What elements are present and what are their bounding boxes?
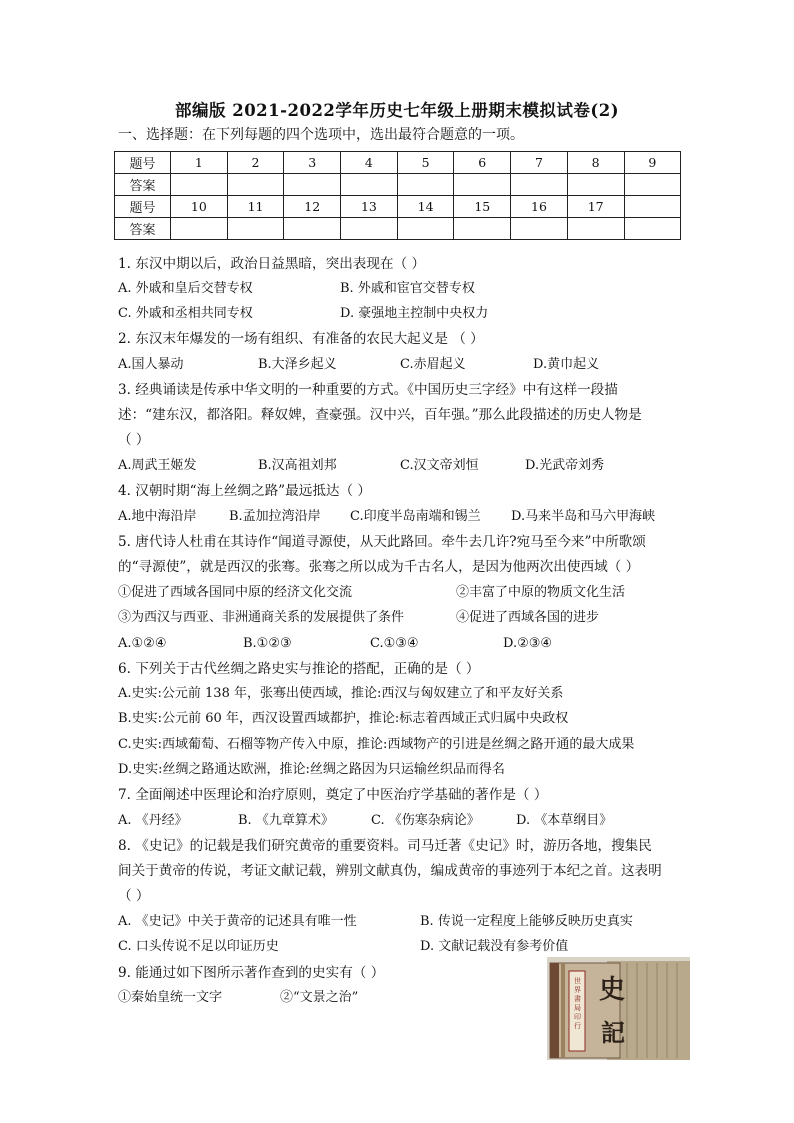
question-stem: 7. 全面阐述中医理论和治疗原则，奠定了中医治疗学基础的著作是（ ） bbox=[118, 787, 548, 803]
question-number bbox=[624, 196, 681, 218]
answer-cell[interactable] bbox=[397, 174, 454, 196]
answer-grid bbox=[114, 151, 681, 240]
option-c[interactable]: C.汉文帝刘恒 bbox=[400, 458, 479, 473]
answer-cell[interactable] bbox=[227, 174, 284, 196]
option-row bbox=[118, 634, 688, 654]
question-stem: 8. 《史记》的记载是我们研究黄帝的重要资料。司马迁著《史记》时，游历各地，搜集民 bbox=[118, 838, 652, 854]
option-b[interactable]: B.史实:公元前 60 年，西汉设置西域都护，推论:标志着西域正式归属中央政权 bbox=[118, 711, 569, 726]
option-row bbox=[118, 304, 688, 324]
option-d[interactable]: D.史实:丝绸之路通达欧洲，推论:丝绸之路因为只运输丝织品而得名 bbox=[118, 762, 505, 777]
question-stem: 5. 唐代诗人杜甫在其诗作“闻道寻源使，从天此路回。牵牛去几许?宛马至今来”中所歌颂 bbox=[118, 534, 646, 550]
option-a[interactable]: A.①②④ bbox=[118, 636, 167, 651]
question-number: 11 bbox=[227, 196, 284, 218]
option-d[interactable]: D. 文献记载没有参考价值 bbox=[420, 939, 569, 954]
option-c[interactable]: C.史实:西域葡萄、石榴等物产传入中原，推论:西域物产的引进是丝绸之路开通的最大成果 bbox=[118, 737, 635, 752]
book-title-top: 史 bbox=[599, 975, 626, 1005]
question-stem: （ ） bbox=[118, 888, 150, 904]
answer-cell[interactable] bbox=[171, 174, 228, 196]
row-label-answer: 答案 bbox=[115, 174, 171, 196]
option-d[interactable]: D.黄巾起义 bbox=[533, 357, 600, 372]
option-a[interactable]: A.史实:公元前 138 年，张骞出使西域，推论:西汉与匈奴建立了和平友好关系 bbox=[118, 686, 564, 701]
option-a[interactable]: A.国人暴动 bbox=[118, 357, 184, 372]
question-number: 10 bbox=[171, 196, 228, 218]
row-label-question: 题号 bbox=[115, 196, 171, 218]
option-row bbox=[118, 279, 688, 299]
option-b[interactable]: B.大泽乡起义 bbox=[258, 357, 337, 372]
answer-cell[interactable] bbox=[454, 218, 511, 240]
statement-row bbox=[118, 583, 688, 603]
shiji-book-photo bbox=[547, 957, 690, 1060]
question-stem: 3. 经典诵读是传承中华文明的一种重要的方式。《中国历史三字经》中有这样一段描 bbox=[118, 382, 618, 398]
question-stem: 2. 东汉末年爆发的一场有组织、有准备的农民大起义是 （ ） bbox=[118, 331, 484, 347]
question-stem: （ ） bbox=[118, 432, 150, 448]
answer-cell[interactable] bbox=[454, 174, 511, 196]
row-label-question: 题号 bbox=[115, 152, 171, 174]
question-stem: 述：“建东汉，都洛阳。释奴婢，查豪强。汉中兴，百年强。”那么此段描述的历史人物是 bbox=[118, 407, 642, 423]
option-c[interactable]: C. 外戚和丞相共同专权 bbox=[118, 306, 253, 321]
question-number: 4 bbox=[341, 152, 398, 174]
table-row bbox=[115, 174, 681, 196]
question-stem: 的“寻源使”，就是西汉的张骞。张骞之所以成为千古名人，是因为他两次出使西域（ ） bbox=[118, 559, 640, 575]
question-number: 15 bbox=[454, 196, 511, 218]
question-stem: 间关于黄帝的传说，考证文献记载，辨别文献真伪，编成黄帝的事迹列于本纪之首。这表明 bbox=[118, 863, 662, 879]
statement-4: ④促进了西域各国的进步 bbox=[456, 610, 600, 625]
question-number: 16 bbox=[511, 196, 568, 218]
answer-cell[interactable] bbox=[567, 174, 624, 196]
question-number: 13 bbox=[341, 196, 398, 218]
option-b[interactable]: B. 传说一定程度上能够反映历史真实 bbox=[420, 914, 633, 929]
option-row bbox=[118, 912, 688, 932]
answer-cell[interactable] bbox=[567, 218, 624, 240]
option-a[interactable]: A. 《丹经》 bbox=[118, 813, 188, 828]
answer-cell[interactable] bbox=[341, 218, 398, 240]
book-title-bottom: 記 bbox=[601, 1018, 625, 1047]
question-number: 9 bbox=[624, 152, 681, 174]
option-b[interactable]: B. 《九章算术》 bbox=[238, 813, 334, 828]
statement-1: ①促进了西域各国同中原的经济文化交流 bbox=[118, 585, 353, 600]
option-d[interactable]: D.②③④ bbox=[503, 636, 553, 651]
statement-row bbox=[118, 608, 688, 628]
option-d[interactable]: D.马来半岛和马六甲海峡 bbox=[511, 509, 656, 524]
question-number: 5 bbox=[397, 152, 454, 174]
section-heading: 一、选择题：在下列每题的四个选项中，选出最符合题意的一项。 bbox=[118, 127, 524, 143]
answer-cell[interactable] bbox=[624, 218, 681, 240]
statement-row bbox=[118, 988, 538, 1008]
page-title: 部编版 2021-2022学年历史七年级上册期末模拟试卷(2) bbox=[174, 101, 620, 120]
question-number: 6 bbox=[454, 152, 511, 174]
option-row bbox=[118, 811, 688, 831]
answer-cell[interactable] bbox=[284, 174, 341, 196]
answer-cell[interactable] bbox=[284, 218, 341, 240]
option-c[interactable]: C. 口头传说不足以印证历史 bbox=[118, 939, 279, 954]
question-stem: 4. 汉朝时期“海上丝绸之路”最远抵达（ ） bbox=[118, 483, 372, 499]
question-stem: 6. 下列关于古代丝绸之路史实与推论的搭配，正确的是（ ） bbox=[118, 661, 480, 677]
publisher-label: 世界書局印行 bbox=[574, 977, 581, 1030]
table-row bbox=[115, 196, 681, 218]
option-c[interactable]: C.印度半岛南端和锡兰 bbox=[350, 509, 481, 524]
option-c[interactable]: C. 《伤寒杂病论》 bbox=[371, 813, 480, 828]
answer-cell[interactable] bbox=[341, 174, 398, 196]
question-number: 7 bbox=[511, 152, 568, 174]
question-stem: 9. 能通过如下图所示著作查到的史实有（ ） bbox=[118, 965, 385, 981]
option-c[interactable]: C.①③④ bbox=[370, 636, 419, 651]
option-row bbox=[118, 507, 688, 527]
option-row bbox=[118, 937, 688, 957]
statement-1: ①秦始皇统一文字 bbox=[118, 990, 223, 1005]
option-a[interactable]: A.周武王姬发 bbox=[118, 458, 197, 473]
option-c[interactable]: C.赤眉起义 bbox=[400, 357, 466, 372]
option-b[interactable]: B.①②③ bbox=[243, 636, 292, 651]
question-number: 12 bbox=[284, 196, 341, 218]
question-number: 14 bbox=[397, 196, 454, 218]
option-a[interactable]: A.地中海沿岸 bbox=[118, 509, 197, 524]
answer-cell[interactable] bbox=[511, 218, 568, 240]
answer-cell[interactable] bbox=[171, 218, 228, 240]
question-number: 8 bbox=[567, 152, 624, 174]
option-row bbox=[118, 456, 688, 476]
answer-cell[interactable] bbox=[511, 174, 568, 196]
option-d[interactable]: D.光武帝刘秀 bbox=[525, 458, 605, 473]
option-b[interactable]: B. 外戚和宦官交替专权 bbox=[340, 281, 475, 296]
option-b[interactable]: B.孟加拉湾沿岸 bbox=[229, 509, 321, 524]
question-number: 2 bbox=[227, 152, 284, 174]
table-row bbox=[115, 152, 681, 174]
question-stem: 1. 东汉中期以后，政治日益黑暗，突出表现在（ ） bbox=[118, 256, 426, 272]
statement-2: ②丰富了中原的物质文化生活 bbox=[456, 585, 626, 600]
option-row bbox=[118, 355, 688, 375]
question-number: 3 bbox=[284, 152, 341, 174]
question-number: 1 bbox=[171, 152, 228, 174]
answer-cell[interactable] bbox=[227, 218, 284, 240]
table-row bbox=[115, 218, 681, 240]
option-a[interactable]: A. 外戚和皇后交替专权 bbox=[118, 281, 253, 296]
option-d[interactable]: D. 豪强地主控制中央权力 bbox=[340, 306, 489, 321]
statement-3: ③为西汉与西亚、非洲通商关系的发展提供了条件 bbox=[118, 610, 405, 625]
option-d[interactable]: D. 《本草纲目》 bbox=[516, 813, 613, 828]
row-label-answer: 答案 bbox=[115, 218, 171, 240]
option-b[interactable]: B.汉高祖刘邦 bbox=[258, 458, 337, 473]
answer-cell[interactable] bbox=[397, 218, 454, 240]
statement-2: ②“文景之治” bbox=[280, 990, 359, 1005]
answer-cell[interactable] bbox=[624, 174, 681, 196]
option-a[interactable]: A. 《史记》中关于黄帝的记述具有唯一性 bbox=[118, 914, 357, 929]
question-number: 17 bbox=[567, 196, 624, 218]
